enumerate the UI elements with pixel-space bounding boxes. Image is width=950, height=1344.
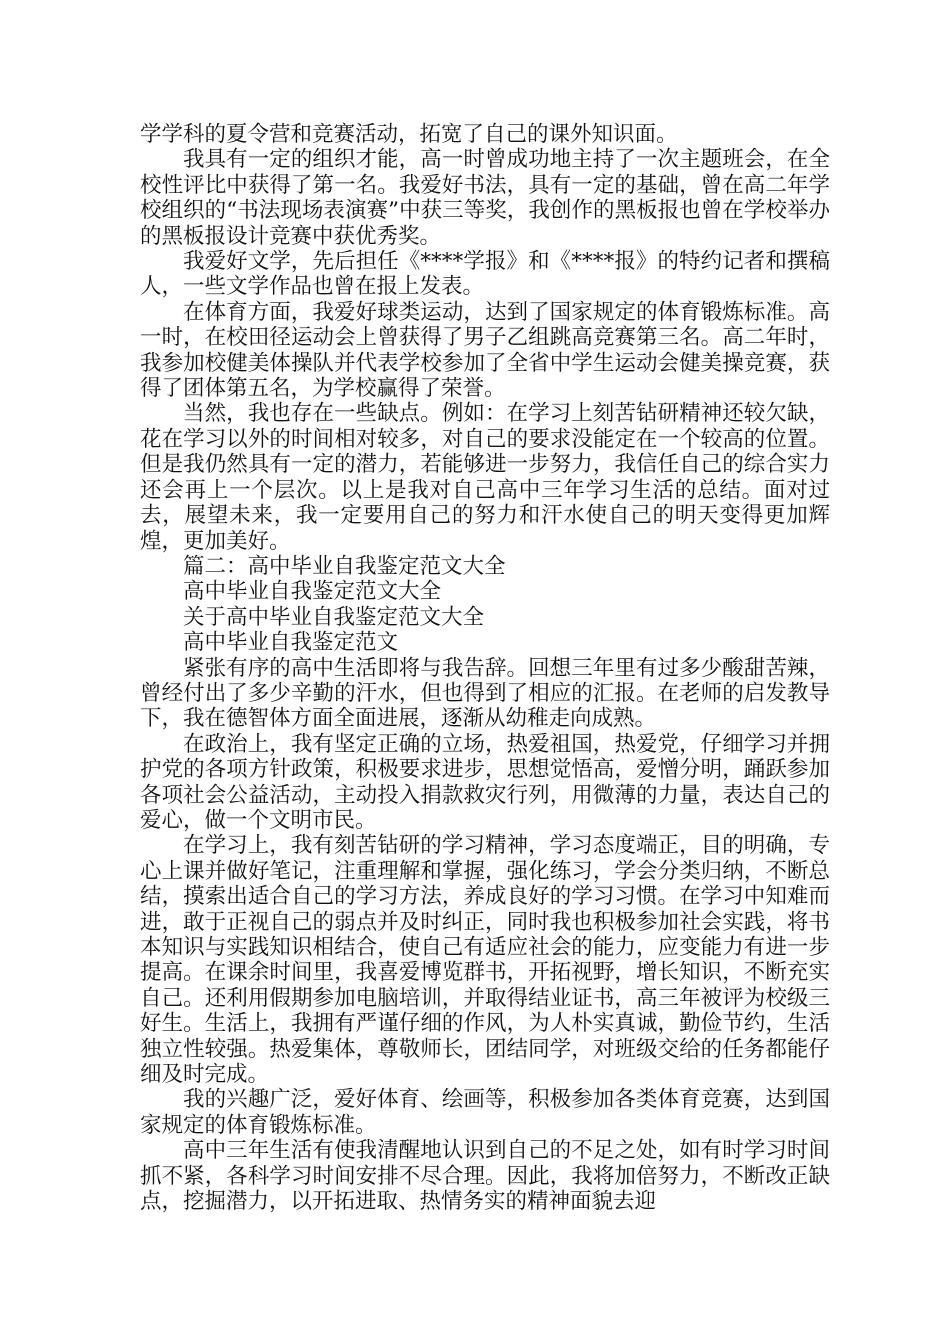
paragraph: 在学习上，我有刻苦钻研的学习精神，学习态度端正，目的明确，专心上课并做好笔记，注重理解和掌握，强化练习，学会分类归纳，不断总结，摸索出适合自己的学习方法，养成良好的学习习惯。在学习中知难而进，敢于正视自己的弱点并及时纠正，同时我也积极参加社会实践，将书本知识与实践知识相结合，使自己有适应社会的能力，应变能力有进一步提高。在课余时间里，我喜爱博览群书，开拓视野，增长知识，不断充实自己。还利用假期参加电脑培训，并取得结业证书，高三年被评为校级三好生。生活上，我拥有严谨仔细的作风，为人朴实真诚，勤俭节约，生活独立性较强。热爱集体，尊敬师长，团结同学，对班级交给的任务都能仔细及时完成。 <box>140 833 830 1088</box>
section-heading: 关于高中毕业自我鉴定范文大全 <box>183 604 485 630</box>
paragraph: 学学科的夏令营和竞赛活动，拓宽了自己的课外知识面。 <box>140 122 678 147</box>
paragraph: 在体育方面，我爱好球类运动，达到了国家规定的体育锻炼标准。高一时，在校田径运动会上曾获得了男子乙组跳高竞赛第三名。高二年时，我参加校健美体操队并代表学校参加了全省中学生运动会健美操竞赛，获得了团体第五名，为学校赢得了荣誉。 <box>140 299 830 402</box>
paragraph: 紧张有序的高中生活即将与我告辞。回想三年里有过多少酸甜苦辣，曾经付出了多少辛勤的汗水，但也得到了相应的汇报。在老师的启发教导下，我在德智体方面全面进展，逐渐从幼稚走向成熟。 <box>140 655 830 732</box>
section-heading: 高中毕业自我鉴定范文 <box>183 630 399 656</box>
paragraph: 高中三年生活有使我清醒地认识到自己的不足之处，如有时学习时间抓不紧，各科学习时间安排不尽合理。因此，我将加倍努力，不断改正缺点，挖掘潜力，以开拓进取、热情务实的精神面貌去迎 <box>140 1138 830 1215</box>
section-heading: 高中毕业自我鉴定范文大全 <box>183 579 442 605</box>
paragraph: 当然，我也存在一些缺点。例如：在学习上刻苦钻研精神还较欠缺，花在学习以外的时间相对较多，对自己的要求没能定在一个较高的位置。但是我仍然具有一定的潜力，若能够进一步努力，我信任自己的综合实力还会再上一个层次。以上是我对自己高中三年学习生活的总结。面对过去，展望未来，我一定要用自己的努力和汗水使自己的明天变得更加辉煌，更加美好。 <box>140 401 830 554</box>
paragraph: 我具有一定的组织才能，高一时曾成功地主持了一次主题班会，在全校性评比中获得了第一名。我爱好书法，具有一定的基础，曾在高二年学校组织的“书法现场表演赛”中获三等奖，我创作的黑板报也曾在学校举办的黑板报设计竞赛中获优秀奖。 <box>140 147 830 249</box>
paragraph: 我的兴趣广泛，爱好体育、绘画等，积极参加各类体育竞赛，达到国家规定的体育锻炼标准。 <box>140 1087 830 1138</box>
paragraph: 我爱好文学，先后担任《****学报》和《****报》的特约记者和撰稿人，一些文学作品也曾在报上发表。 <box>140 249 830 300</box>
section-heading: 篇二：高中毕业自我鉴定范文大全 <box>183 553 506 579</box>
paragraph: 在政治上，我有坚定正确的立场，热爱祖国，热爱党，仔细学习并拥护党的各项方针政策，积极要求进步，思想觉悟高，爱憎分明，踊跃参加各项社会公益活动，主动投入捐款救灾行列，用微薄的力量，表达自己的爱心，做一个文明市民。 <box>140 731 830 833</box>
document-body <box>140 122 830 1214</box>
